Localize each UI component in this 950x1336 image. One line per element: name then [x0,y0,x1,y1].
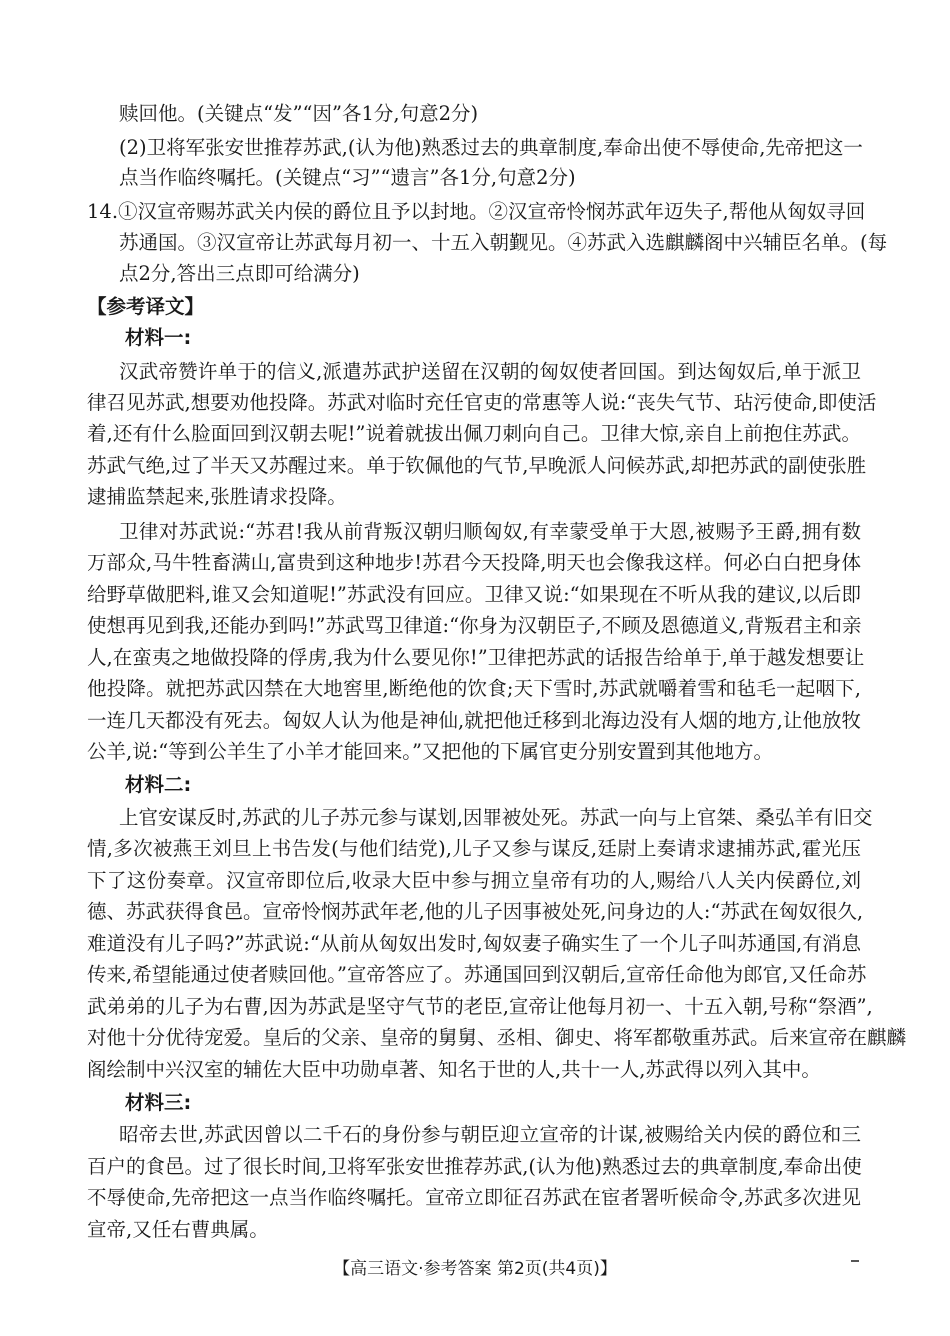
paragraph-line: 德、苏武获得食邑。宣帝怜悯苏武年老,他的儿子因事被处死,问身边的人:“苏武在匈奴很久, [87,900,864,923]
answer-13-2-line: 点当作临终嘱托。(关键点“习”“遗言”各1分,句意2分) [119,166,576,189]
paragraph-line: 卫律对苏武说:“苏君!我从前背叛汉朝归顺匈奴,有幸蒙受单于大恩,被赐予王爵,拥有数 [119,520,861,543]
paragraph-line: 苏武气绝,过了半天又苏醒过来。单于钦佩他的气节,早晚派人问候苏武,却把苏武的副使张胜 [87,454,867,477]
paragraph-line: 他投降。就把苏武囚禁在大地窖里,断绝他的饮食;天下雪时,苏武就嚼着雪和毡毛一起咽下, [87,677,861,700]
paragraph-line: 下了这份奏章。汉宣帝即位后,收录大臣中参与拥立皇帝有功的人,赐给八人关内侯爵位,刘 [87,869,861,892]
paragraph-line: 公羊,说:“等到公羊生了小羊才能回来。”又把他的下属官吏分别安置到其他地方。 [87,740,773,763]
paragraph-line: 着,还有什么脸面回到汉朝去呢!”说着就拔出佩刀刺向自己。卫律大惊,亲自上前抱住苏武。 [87,422,861,445]
paragraph-line: 情,多次被燕王刘旦上书告发(与他们结党),儿子又参与谋反,廷尉上奏请求逮捕苏武,霍光压 [87,837,861,860]
answer-14-line: 14.①汉宣帝赐苏武关内侯的爵位且予以封地。②汉宣帝怜悯苏武年迈失子,帮他从匈奴寻回 [87,200,866,223]
material-3-title: 材料三: [125,1091,192,1114]
paragraph-line: 武弟弟的儿子为右曹,因为苏武是坚守气节的老臣,宣帝让他每月初一、十五入朝,号称“祭酒”, [87,995,873,1018]
paragraph-line: 一连几天都没有死去。匈奴人认为他是神仙,就把他迁移到北海边没有人烟的地方,让他放牧 [87,709,861,732]
paragraph-line: 传来,希望能通过使者赎回他。”宣帝答应了。苏通国回到汉朝后,宣帝任命他为郎官,又任命苏 [87,963,867,986]
paragraph-line: 百户的食邑。过了很长时间,卫将军张安世推荐苏武,(认为他)熟悉过去的典章制度,奉命出使 [87,1155,862,1178]
answer-14-line: 苏通国。③汉宣帝让苏武每月初一、十五入朝觐见。④苏武入选麒麟阁中兴辅臣名单。(每 [119,231,888,254]
paragraph-line: 宣帝,又任右曹典属。 [87,1218,269,1241]
page-footer: 【高三语文·参考答案 第2页(共4页)】 [333,1259,617,1279]
material-1-title: 材料一: [125,326,192,349]
paragraph-line: 汉武帝赞许单于的信义,派遣苏武护送留在汉朝的匈奴使者回国。到达匈奴后,单于派卫 [119,360,861,383]
paragraph-line: 万部众,马牛牲畜满山,富贵到这种地步!苏君今天投降,明天也会像我这样。何必白白把身体 [87,551,861,574]
paragraph-line: 人,在蛮夷之地做投降的俘虏,我为什么要见你!”卫律把苏武的话报告给单于,单于越发想要让 [87,646,865,669]
paragraph-line: 阁绘制中兴汉室的辅佐大臣中功勋卓著、知名于世的人,共十一人,苏武得以列入其中。 [87,1058,821,1081]
paragraph-line: 上官安谋反时,苏武的儿子苏元参与谋划,因罪被处死。苏武一向与上官桀、桑弘羊有旧交 [119,806,873,829]
answer-13-2-tail: 赎回他。(关键点“发”“因”各1分,句意2分) [119,102,479,125]
paragraph-line: 律召见苏武,想要劝他投降。苏武对临时充任官吏的常惠等人说:“丧失气节、玷污使命,即使活 [87,391,877,414]
translation-heading: 【参考译文】 [87,295,205,318]
paragraph-line: 对他十分优待宠爱。皇后的父亲、皇帝的舅舅、丞相、御史、将军都敬重苏武。后来宣帝在麒麟 [87,1026,907,1049]
material-2-title: 材料二: [125,773,192,796]
answer-14-line: 点2分,答出三点即可给满分) [119,262,360,285]
paragraph-line: 昭帝去世,苏武因曾以二千石的身份参与朝臣迎立宣帝的计谋,被赐给关内侯的爵位和三 [119,1123,861,1146]
answer-13-2-line: (2)卫将军张安世推荐苏武,(认为他)熟悉过去的典章制度,奉命出使不辱使命,先帝把这一 [119,136,863,159]
paragraph-line: 难道没有儿子吗?”苏武说:“从前从匈奴出发时,匈奴妻子确实生了一个儿子叫苏通国,有消息 [87,932,861,955]
paragraph-line: 给野草做肥料,谁又会知道呢!”苏武没有回应。卫律又说:“如果现在不听从我的建议,以后即 [87,583,861,606]
corner-mark [851,1260,859,1262]
paragraph-line: 逮捕监禁起来,张胜请求投降。 [87,485,347,508]
paragraph-line: 使想再见到我,还能办到吗!”苏武骂卫律道:“你身为汉朝臣子,不顾及恩德道义,背叛君主和亲 [87,614,862,637]
paragraph-line: 不辱使命,先帝把这一点当作临终嘱托。宣帝立即征召苏武在宦者署听候命令,苏武多次进见 [87,1186,861,1209]
